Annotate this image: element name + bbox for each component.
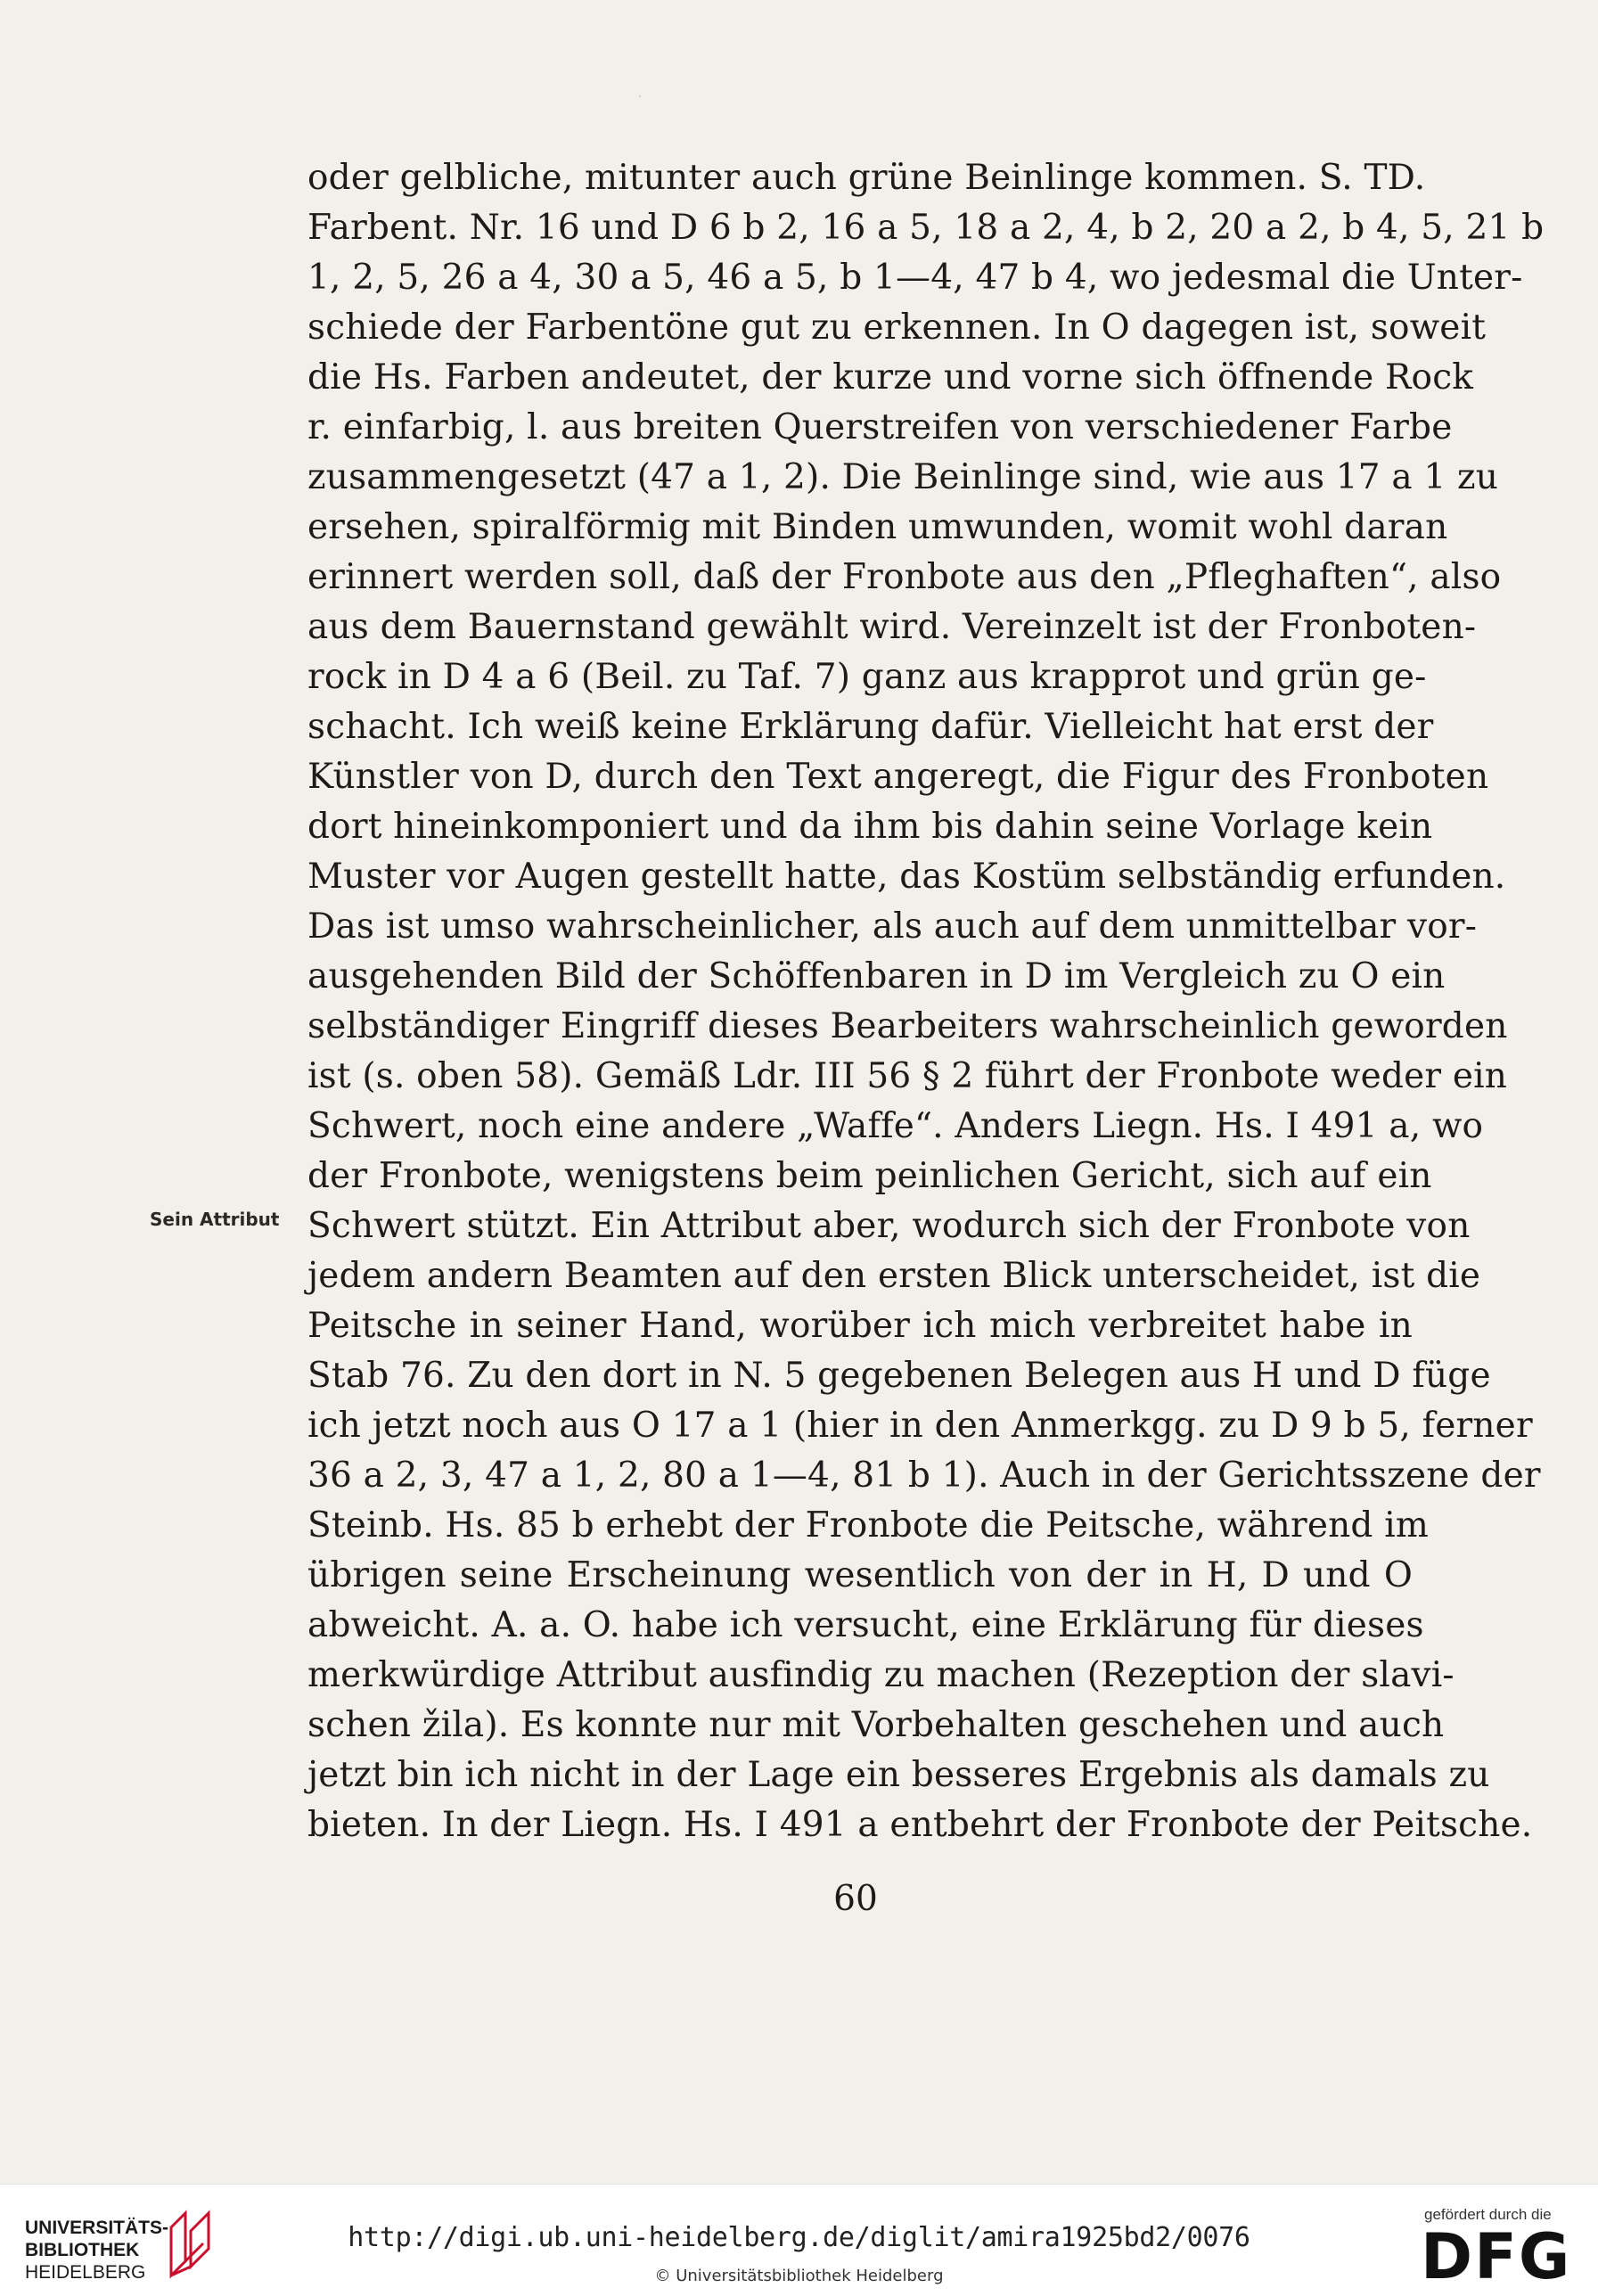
library-name-line: HEIDELBERG bbox=[25, 2262, 146, 2283]
text-line: der Fronbote, wenigstens beim peinlichen Gericht, sich auf ein bbox=[307, 1156, 1432, 1196]
copyright-notice: © Universitätsbibliothek Heidelberg bbox=[654, 2267, 944, 2285]
text-line: dort hineinkomponiert und da ihm bis dahin seine Vorlage kein bbox=[307, 807, 1433, 847]
text-line: oder gelbliche, mitunter auch grüne Beinlinge kommen. S. TD. bbox=[307, 158, 1426, 198]
text-line: jetzt bin ich nicht in der Lage ein besseres Ergebnis als damals zu bbox=[307, 1755, 1490, 1795]
text-line: rock in D 4 a 6 (Beil. zu Taf. 7) ganz aus krapprot und grün ge- bbox=[307, 657, 1427, 697]
text-line: 36 a 2, 3, 47 a 1, 2, 80 a 1—4, 81 b 1). Auch in der Gerichtsszene der bbox=[307, 1456, 1541, 1496]
text-line: ausgehenden Bild der Schöffenbaren in D im Vergleich zu O ein bbox=[307, 956, 1446, 996]
text-line: Stab 76. Zu den dort in N. 5 gegebenen Belegen aus H und D füge bbox=[307, 1356, 1491, 1396]
text-line: Peitsche in seiner Hand, worüber ich mich verbreitet habe in bbox=[307, 1306, 1413, 1346]
library-name-line: UNIVERSITÄTS- bbox=[25, 2218, 169, 2238]
text-line: Künstler von D, durch den Text angeregt, die Figur des Fronboten bbox=[307, 757, 1489, 797]
text-line: ersehen, spiralförmig mit Binden umwunden, womit wohl daran bbox=[307, 507, 1448, 547]
text-line: schiede der Farbentöne gut zu erkennen. In O dagegen ist, soweit bbox=[307, 308, 1487, 348]
text-line: zusammengesetzt (47 a 1, 2). Die Beinlinge sind, wie aus 17 a 1 zu bbox=[307, 457, 1499, 497]
text-line: Das ist umso wahrscheinlicher, als auch auf dem unmittelbar vor- bbox=[307, 906, 1478, 947]
text-line: merkwürdige Attribut ausfindig zu machen (Rezeption der slavi- bbox=[307, 1655, 1455, 1695]
footer-bar bbox=[0, 2184, 1598, 2296]
text-line: schacht. Ich weiß keine Erklärung dafür. Vielleicht hat erst der bbox=[307, 707, 1434, 747]
text-line: Schwert stützt. Ein Attribut aber, wodurch sich der Fronbote von bbox=[307, 1206, 1471, 1246]
text-line: r. einfarbig, l. aus breiten Querstreifen von verschiedener Farbe bbox=[307, 407, 1453, 447]
text-line: erinnert werden soll, daß der Fronbote aus den „Pfleghaften“, also bbox=[307, 557, 1502, 597]
funding-note: gefördert durch die bbox=[1424, 2206, 1552, 2223]
text-line: aus dem Bauernstand gewählt wird. Vereinzelt ist der Fronboten- bbox=[307, 607, 1477, 647]
text-line: Farbent. Nr. 16 und D 6 b 2, 16 a 5, 18 a 2, 4, b 2, 20 a 2, b 4, 5, 21 b bbox=[307, 208, 1545, 248]
text-line: jedem andern Beamten auf den ersten Blick unterscheidet, ist die bbox=[307, 1256, 1481, 1296]
dfg-logo[interactable]: DFG bbox=[1421, 2220, 1572, 2293]
margin-note: Sein Attribut bbox=[150, 1209, 280, 1230]
text-line: 1, 2, 5, 26 a 4, 30 a 5, 46 a 5, b 1—4, 47 b 4, wo jedesmal die Unter- bbox=[307, 258, 1523, 298]
body-text bbox=[307, 153, 1545, 1850]
permalink-url[interactable]: http://digi.ub.uni-heidelberg.de/diglit/amira1925bd2/0076 bbox=[348, 2222, 1250, 2253]
page-number: 60 bbox=[833, 1879, 878, 1919]
text-line: schen žila). Es konnte nur mit Vorbehalten geschehen und auch bbox=[307, 1705, 1445, 1745]
text-line: übrigen seine Erscheinung wesentlich von der in H, D und O bbox=[307, 1555, 1413, 1595]
text-line: bieten. In der Liegn. Hs. I 491 a entbehrt der Fronbote der Peitsche. bbox=[307, 1805, 1533, 1845]
library-name-line: BIBLIOTHEK bbox=[25, 2240, 140, 2260]
text-line: selbständiger Eingriff dieses Bearbeiters wahrscheinlich geworden bbox=[307, 1006, 1508, 1046]
text-line: Steinb. Hs. 85 b erhebt der Fronbote die Peitsche, während im bbox=[307, 1505, 1430, 1546]
text-line: ich jetzt noch aus O 17 a 1 (hier in den Anmerkgg. zu D 9 b 5, ferner bbox=[307, 1406, 1533, 1446]
text-line: abweicht. A. a. O. habe ich versucht, eine Erklärung für dieses bbox=[307, 1605, 1424, 1645]
scan-dot: · bbox=[637, 87, 643, 106]
text-line: Schwert, noch eine andere „Waffe“. Anders Liegn. Hs. I 491 a, wo bbox=[307, 1106, 1484, 1146]
text-line: Muster vor Augen gestellt hatte, das Kostüm selbständig erfunden. bbox=[307, 857, 1506, 897]
text-line: ist (s. oben 58). Gemäß Ldr. III 56 § 2 führt der Fronbote weder ein bbox=[307, 1056, 1508, 1096]
text-line: die Hs. Farben andeutet, der kurze und vorne sich öffnende Rock bbox=[307, 357, 1474, 398]
